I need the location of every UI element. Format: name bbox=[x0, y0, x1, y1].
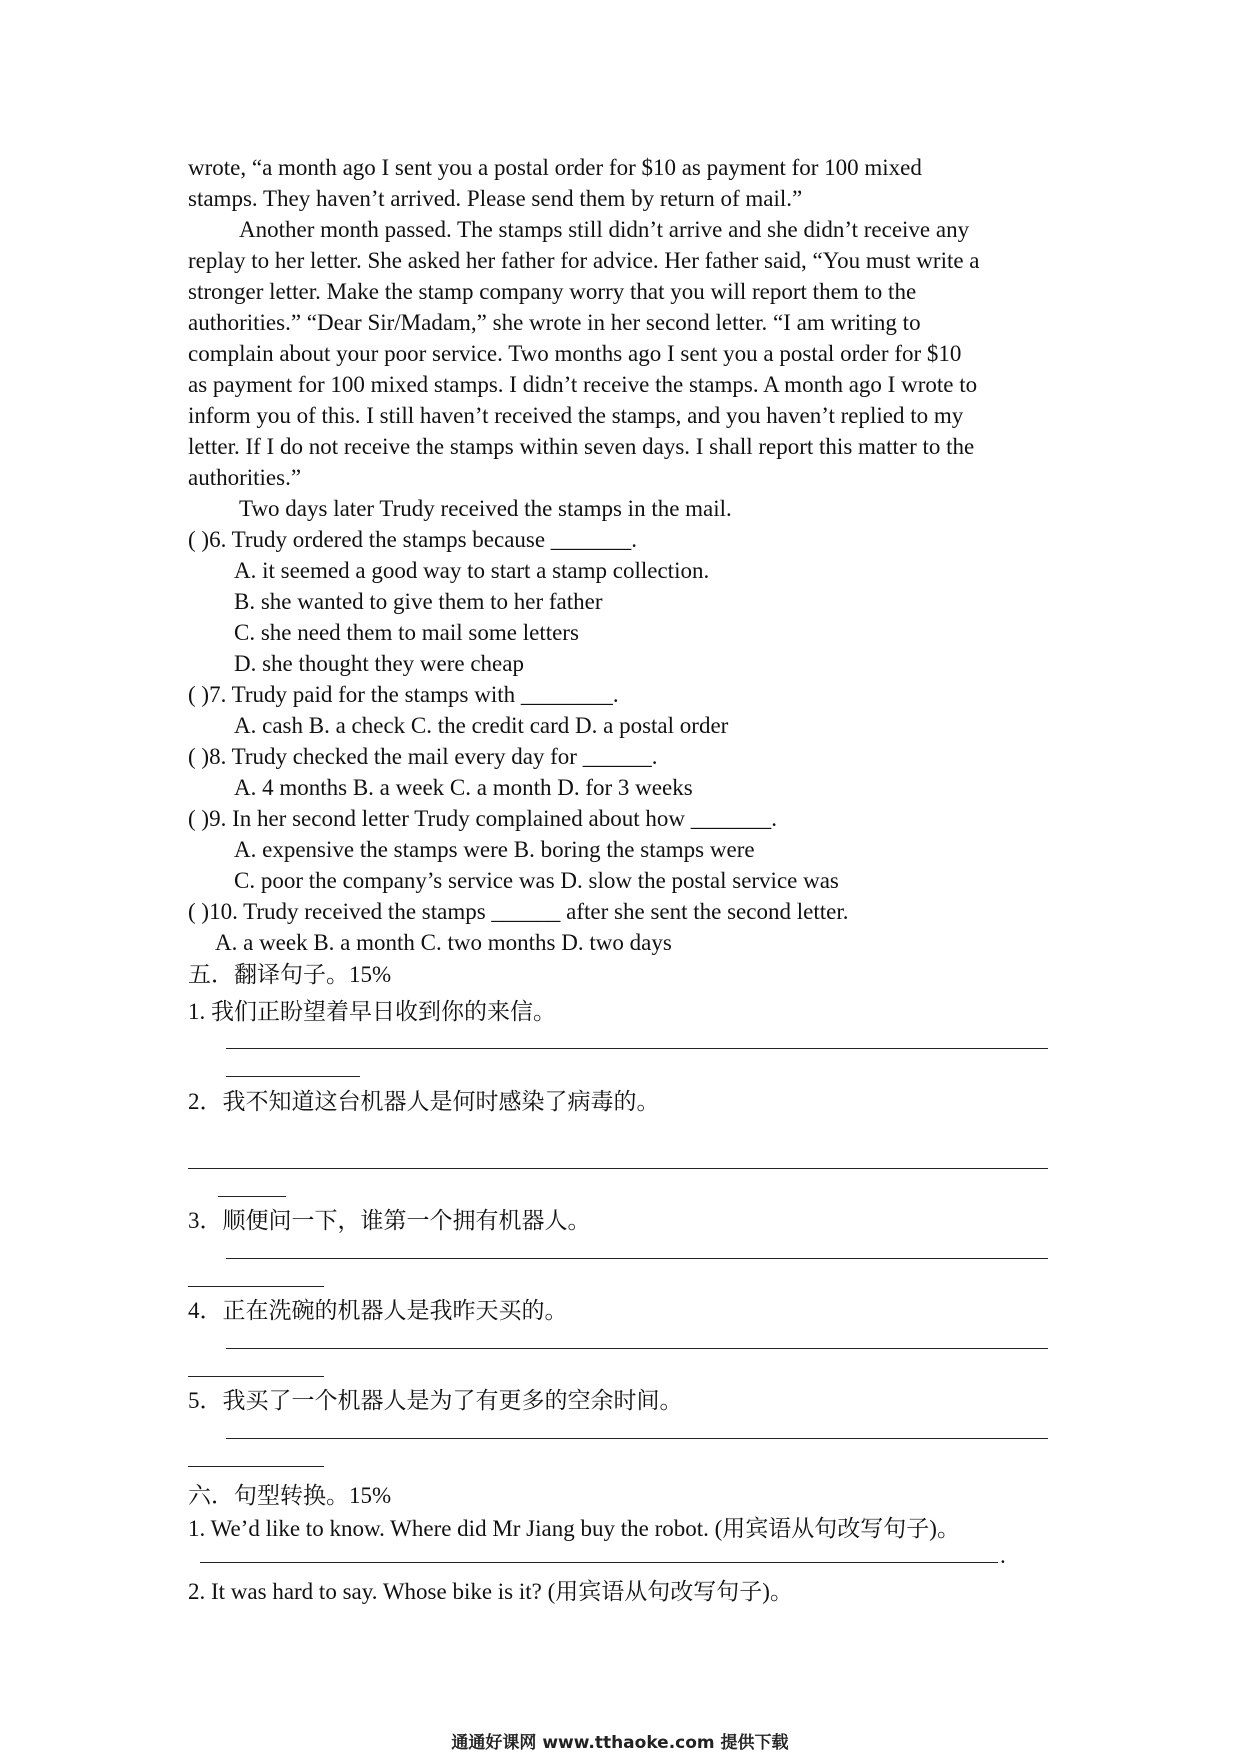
answer-line[interactable] bbox=[188, 1286, 324, 1287]
passage-line: Another month passed. The stamps still didn’t arrive and she didn’t receive any bbox=[239, 217, 970, 242]
translation-1: 1. 我们正盼望着早日收到你的来信。 bbox=[188, 999, 556, 1024]
option-6d: D. she thought they were cheap bbox=[234, 651, 524, 676]
question-10: ( )10. Trudy received the stamps ______ after she sent the second letter. bbox=[188, 899, 849, 924]
answer-line[interactable] bbox=[226, 1348, 1048, 1349]
passage-line: as payment for 100 mixed stamps. I didn’t receive the stamps. A month ago I wrote to bbox=[188, 372, 978, 397]
passage-line: wrote, “a month ago I sent you a postal order for $10 as payment for 100 mixed bbox=[188, 155, 922, 180]
question-6: ( )6. Trudy ordered the stamps because _______. bbox=[188, 527, 638, 552]
options-8: A. 4 months B. a week C. a month D. for 3 weeks bbox=[234, 775, 693, 800]
passage-line: complain about your poor service. Two months ago I sent you a postal order for $10 bbox=[188, 341, 962, 366]
translation-3: 3．顺便问一下，谁第一个拥有机器人。 bbox=[188, 1208, 591, 1233]
translation-4: 4．正在洗碗的机器人是我昨天买的。 bbox=[188, 1298, 568, 1323]
passage-line: replay to her letter. She asked her father for advice. Her father said, “You must write a bbox=[188, 248, 980, 273]
answer-end-period: . bbox=[1000, 1543, 1006, 1568]
answer-line[interactable] bbox=[226, 1258, 1048, 1259]
passage-line: Two days later Trudy received the stamps in the mail. bbox=[239, 496, 732, 521]
question-7: ( )7. Trudy paid for the stamps with ________. bbox=[188, 682, 619, 707]
options-9cd: C. poor the company’s service was D. slow the postal service was bbox=[234, 868, 839, 893]
answer-line[interactable] bbox=[226, 1076, 360, 1077]
option-6b: B. she wanted to give them to her father bbox=[234, 589, 603, 614]
section5-title: 五．翻译句子。15% bbox=[188, 962, 392, 987]
options-7: A. cash B. a check C. the credit card D. a postal order bbox=[234, 713, 729, 738]
section6-title: 六．句型转换。15% bbox=[188, 1483, 392, 1508]
answer-line[interactable] bbox=[218, 1196, 286, 1197]
footer-source: 通通好课网 www.tthaoke.com 提供下载 bbox=[451, 1733, 789, 1753]
passage-line: authorities.” “Dear Sir/Madam,” she wrote in her second letter. “I am writing to bbox=[188, 310, 921, 335]
passage-line: stamps. They haven’t arrived. Please send them by return of mail.” bbox=[188, 186, 803, 211]
option-6a: A. it seemed a good way to start a stamp collection. bbox=[234, 558, 710, 583]
transform-1: 1. We’d like to know. Where did Mr Jiang buy the robot. (用宾语从句改写句子)。 bbox=[188, 1516, 960, 1541]
question-8: ( )8. Trudy checked the mail every day for ______. bbox=[188, 744, 658, 769]
passage-line: authorities.” bbox=[188, 465, 302, 490]
translation-2: 2．我不知道这台机器人是何时感染了病毒的。 bbox=[188, 1089, 660, 1114]
passage-line: letter. If I do not receive the stamps within seven days. I shall report this matter to the bbox=[188, 434, 975, 459]
options-10: A. a week B. a month C. two months D. two days bbox=[215, 930, 672, 955]
answer-line[interactable] bbox=[226, 1048, 1048, 1049]
passage-line: inform you of this. I still haven’t received the stamps, and you haven’t replied to my bbox=[188, 403, 964, 428]
answer-line[interactable] bbox=[188, 1466, 324, 1467]
answer-line[interactable] bbox=[226, 1438, 1048, 1439]
transform-2: 2. It was hard to say. Whose bike is it? (用宾语从句改写句子)。 bbox=[188, 1579, 793, 1604]
question-9: ( )9. In her second letter Trudy complained about how _______. bbox=[188, 806, 777, 831]
options-9ab: A. expensive the stamps were B. boring the stamps were bbox=[234, 837, 755, 862]
answer-line[interactable] bbox=[188, 1376, 324, 1377]
answer-line[interactable] bbox=[188, 1168, 1048, 1169]
passage-line: stronger letter. Make the stamp company worry that you will report them to the bbox=[188, 279, 917, 304]
option-6c: C. she need them to mail some letters bbox=[234, 620, 579, 645]
answer-line[interactable] bbox=[200, 1562, 998, 1563]
translation-5: 5．我买了一个机器人是为了有更多的空余时间。 bbox=[188, 1388, 683, 1413]
